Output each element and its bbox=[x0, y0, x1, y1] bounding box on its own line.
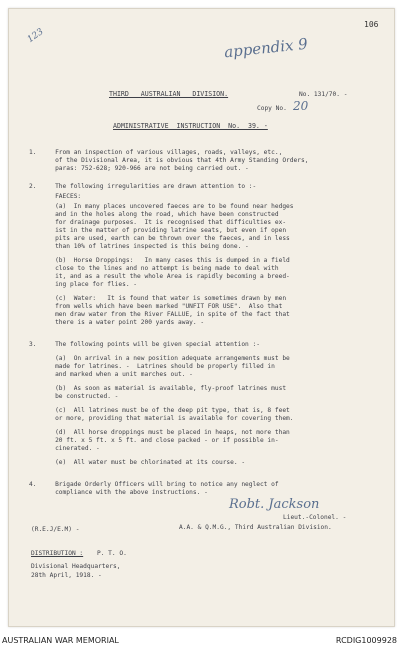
signatory-role: A.A. & Q.M.G., Third Australian Division. bbox=[179, 524, 332, 531]
handwritten-appendix-note: appendix 9 bbox=[223, 34, 309, 62]
body-line: men draw water from the River FALLUE, in spite of the fact that bbox=[29, 311, 290, 318]
body-line: (b) As soon as material is available, fly-proof latrines must bbox=[29, 385, 287, 392]
body-line: or more, providing that material is available for covering them. bbox=[29, 415, 294, 422]
body-line: (a) On arrival in a new position adequate arrangements must be bbox=[29, 355, 290, 362]
page-number: 106 bbox=[364, 20, 379, 29]
body-line: than 10% of latrines inspected is this being done. - bbox=[29, 243, 249, 250]
signatory-rank: Lieut.-Colonel. - bbox=[283, 514, 347, 521]
instruction-title: ADMINISTRATIVE INSTRUCTION No. 39. - bbox=[113, 122, 268, 130]
date-line: 28th April, 1918. - bbox=[31, 572, 102, 579]
body-line: and marked when a unit marches out. - bbox=[29, 371, 193, 378]
division-heading: THIRD AUSTRALIAN DIVISION. bbox=[109, 90, 229, 98]
archive-footer-left: AUSTRALIAN WAR MEMORIAL bbox=[2, 636, 119, 645]
body-line: from wells which have been marked "UNFIT FOR USE". Also that bbox=[29, 303, 283, 310]
body-line: (d) All horse droppings must be placed in heaps, not more than bbox=[29, 429, 290, 436]
distribution-label: DISTRIBUTION : bbox=[31, 550, 84, 557]
body-line: (c) Water: It is found that water is sometimes drawn by men bbox=[29, 295, 287, 302]
body-line: ist in the matter of providing latrine seats, but even if open bbox=[29, 227, 287, 234]
pto-note: P. T. O. bbox=[97, 550, 127, 557]
headquarters-line: Divisional Headquarters, bbox=[31, 563, 121, 570]
body-line: 1. From an inspection of various villages, roads, valleys, etc., bbox=[29, 149, 283, 156]
archive-footer-right: RCDIG1009928 bbox=[335, 636, 397, 645]
handwritten-signature: Robt. Jackson bbox=[229, 497, 320, 512]
body-line: FAECES: bbox=[29, 193, 82, 200]
body-line: 4. Brigade Orderly Officers will bring to notice any neglect of bbox=[29, 481, 279, 488]
handwritten-copy-number: 20 bbox=[293, 99, 309, 113]
typist-initials: (R.E.J/E.M) - bbox=[31, 526, 80, 533]
body-line: 3. The following points will be given special attention :- bbox=[29, 341, 260, 348]
body-line: paras: 752-628; 920-966 are not being carried out. - bbox=[29, 165, 249, 172]
copy-label: Copy No. bbox=[257, 105, 287, 112]
body-line: cinerated. - bbox=[29, 445, 100, 452]
body-line: for drainage purposes. It is recognised that difficulties ex- bbox=[29, 219, 287, 226]
body-line: (c) All latrines must be of the deep pit type, that is, 8 feet bbox=[29, 407, 290, 414]
reference-number: No. 131/70. - bbox=[299, 91, 348, 98]
body-line: made for latrines. - Latrines should be properly filled in bbox=[29, 363, 275, 370]
body-line: of the Divisional Area, it is obvious that 4th Army Standing Orders, bbox=[29, 157, 309, 164]
document-page bbox=[8, 8, 395, 627]
body-line: 20 ft. x 5 ft. x 5 ft. and close packed - or if possible in- bbox=[29, 437, 279, 444]
body-line: (e) All water must be chlorinated at its course. - bbox=[29, 459, 246, 466]
body-line: close to the lines and no attempt is being made to deal with bbox=[29, 265, 279, 272]
body-line: be constructed. - bbox=[29, 393, 119, 400]
body-line: pits are used, earth can be thrown over the faeces, and in less bbox=[29, 235, 290, 242]
body-line: it, and as a result the whole Area is rapidly becoming a breed- bbox=[29, 273, 290, 280]
archive-stamp-number: 123 bbox=[25, 26, 46, 46]
body-line: and in the holes along the road, which have been constructed bbox=[29, 211, 279, 218]
body-line: (b) Horse Droppings: In many cases this is dumped in a field bbox=[29, 257, 290, 264]
body-line: 2. The following irregularities are drawn attention to :- bbox=[29, 183, 257, 190]
body-line: compliance with the above instructions. - bbox=[29, 489, 208, 496]
body-line: (a) In many places uncovered faeces are to be found near hedges bbox=[29, 203, 294, 210]
body-line: there is a water point 200 yards away. - bbox=[29, 319, 205, 326]
body-line: ing place for flies. - bbox=[29, 281, 138, 288]
